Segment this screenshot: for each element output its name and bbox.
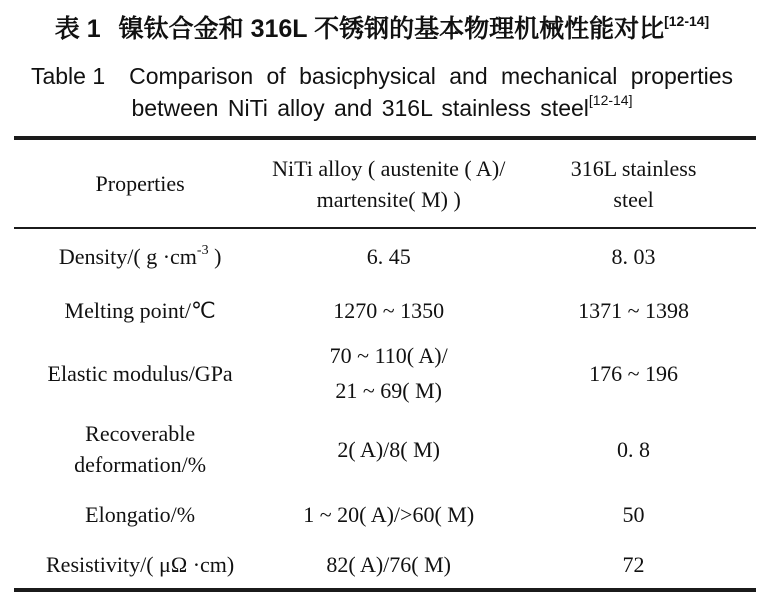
table-header-row: [14, 140, 756, 229]
recoverable-label-line2: deformation/%: [74, 452, 207, 477]
header-niti-line1: NiTi alloy ( austenite ( A)/: [272, 155, 506, 181]
header-cell-niti: [266, 140, 511, 227]
elastic-label: Elastic modulus/GPa: [47, 360, 233, 386]
cell-density-steel: [511, 229, 756, 284]
cell-recoverable-niti: [266, 410, 511, 488]
recoverable-label-line1: Recoverable: [85, 421, 196, 446]
table-caption-english-line2: [0, 92, 764, 122]
cell-recoverable-label: [14, 410, 266, 488]
density-label: Density/( $g \cdot cm^{-3}$ ): [58, 242, 222, 269]
melting-niti-value: 1270 ~ 1350: [333, 297, 445, 323]
citation-superscript: [12-14]: [588, 92, 633, 109]
cell-elastic-niti: [266, 336, 511, 410]
header-niti-line2: martensite( M) ): [316, 186, 461, 212]
elongation-steel-value: 50: [622, 502, 645, 527]
cell-resistivity-niti: [266, 541, 511, 588]
elongation-niti-value: 1 ~ 20( A)/>60( M): [303, 502, 475, 527]
elongation-label: Elongatio/%: [85, 502, 196, 527]
properties-table: [14, 136, 756, 592]
elastic-niti-line2: 21 ~ 69( M): [335, 378, 442, 403]
table-caption-english-text2: between NiTi alloy and 316L stainless steel: [131, 95, 589, 121]
cell-recoverable-steel: [511, 410, 756, 488]
melting-label: Melting point/℃: [64, 297, 216, 323]
table-row-elastic-modulus: [14, 336, 756, 410]
cell-melting-steel: [511, 284, 756, 336]
elastic-niti-line1: 70 ~ 110( A)/: [329, 343, 448, 368]
cell-resistivity-steel: [511, 541, 756, 588]
header-steel-line1: 316L stainless: [570, 155, 697, 181]
cell-elastic-steel: [511, 336, 756, 410]
cell-density-label: [14, 229, 266, 284]
density-niti-value: 6. 45: [366, 244, 411, 269]
elastic-steel-value: 176 ~ 196: [589, 360, 678, 386]
header-cell-steel: [511, 140, 756, 227]
table-caption-chinese: [0, 9, 764, 45]
melting-steel-value: 1371 ~ 1398: [578, 297, 689, 323]
header-properties-label: Properties: [95, 171, 185, 196]
header-cell-properties: [14, 140, 266, 227]
density-unit-exponent: -3: [196, 242, 209, 258]
table-row-elongation: [14, 488, 756, 541]
table-number-chinese: 表 1: [54, 15, 101, 43]
cell-melting-niti: [266, 284, 511, 336]
cell-resistivity-label: [14, 541, 266, 588]
citation-superscript: [12-14]: [664, 12, 710, 29]
cell-melting-label: [14, 284, 266, 336]
table-caption-english-line1: [0, 63, 764, 90]
header-steel-line2: steel: [613, 186, 654, 212]
resistivity-label: Resistivity/( μΩ ·cm): [46, 552, 235, 577]
table-row-recoverable-deformation: [14, 410, 756, 488]
table-row-resistivity: [14, 541, 756, 588]
cell-elongation-steel: [511, 488, 756, 541]
recoverable-steel-value: 0. 8: [617, 436, 651, 462]
table-number-english: Table 1: [30, 63, 106, 89]
table-caption-chinese-text: 镍钛合金和 316L 不锈钢的基本物理机械性能对比: [118, 15, 665, 43]
cell-density-niti: [266, 229, 511, 284]
cell-elongation-niti: [266, 488, 511, 541]
recoverable-niti-value: 2( A)/8( M): [337, 436, 441, 462]
cell-elongation-label: [14, 488, 266, 541]
cell-elastic-label: [14, 336, 266, 410]
table-row-melting-point: [14, 284, 756, 336]
resistivity-steel-value: 72: [622, 552, 645, 577]
table-row-density: [14, 229, 756, 284]
table-caption-english-text1: Comparison of basicphysical and mechanical properties: [129, 63, 734, 89]
resistivity-niti-value: 82( A)/76( M): [326, 552, 452, 577]
density-steel-value: 8. 03: [611, 244, 656, 269]
